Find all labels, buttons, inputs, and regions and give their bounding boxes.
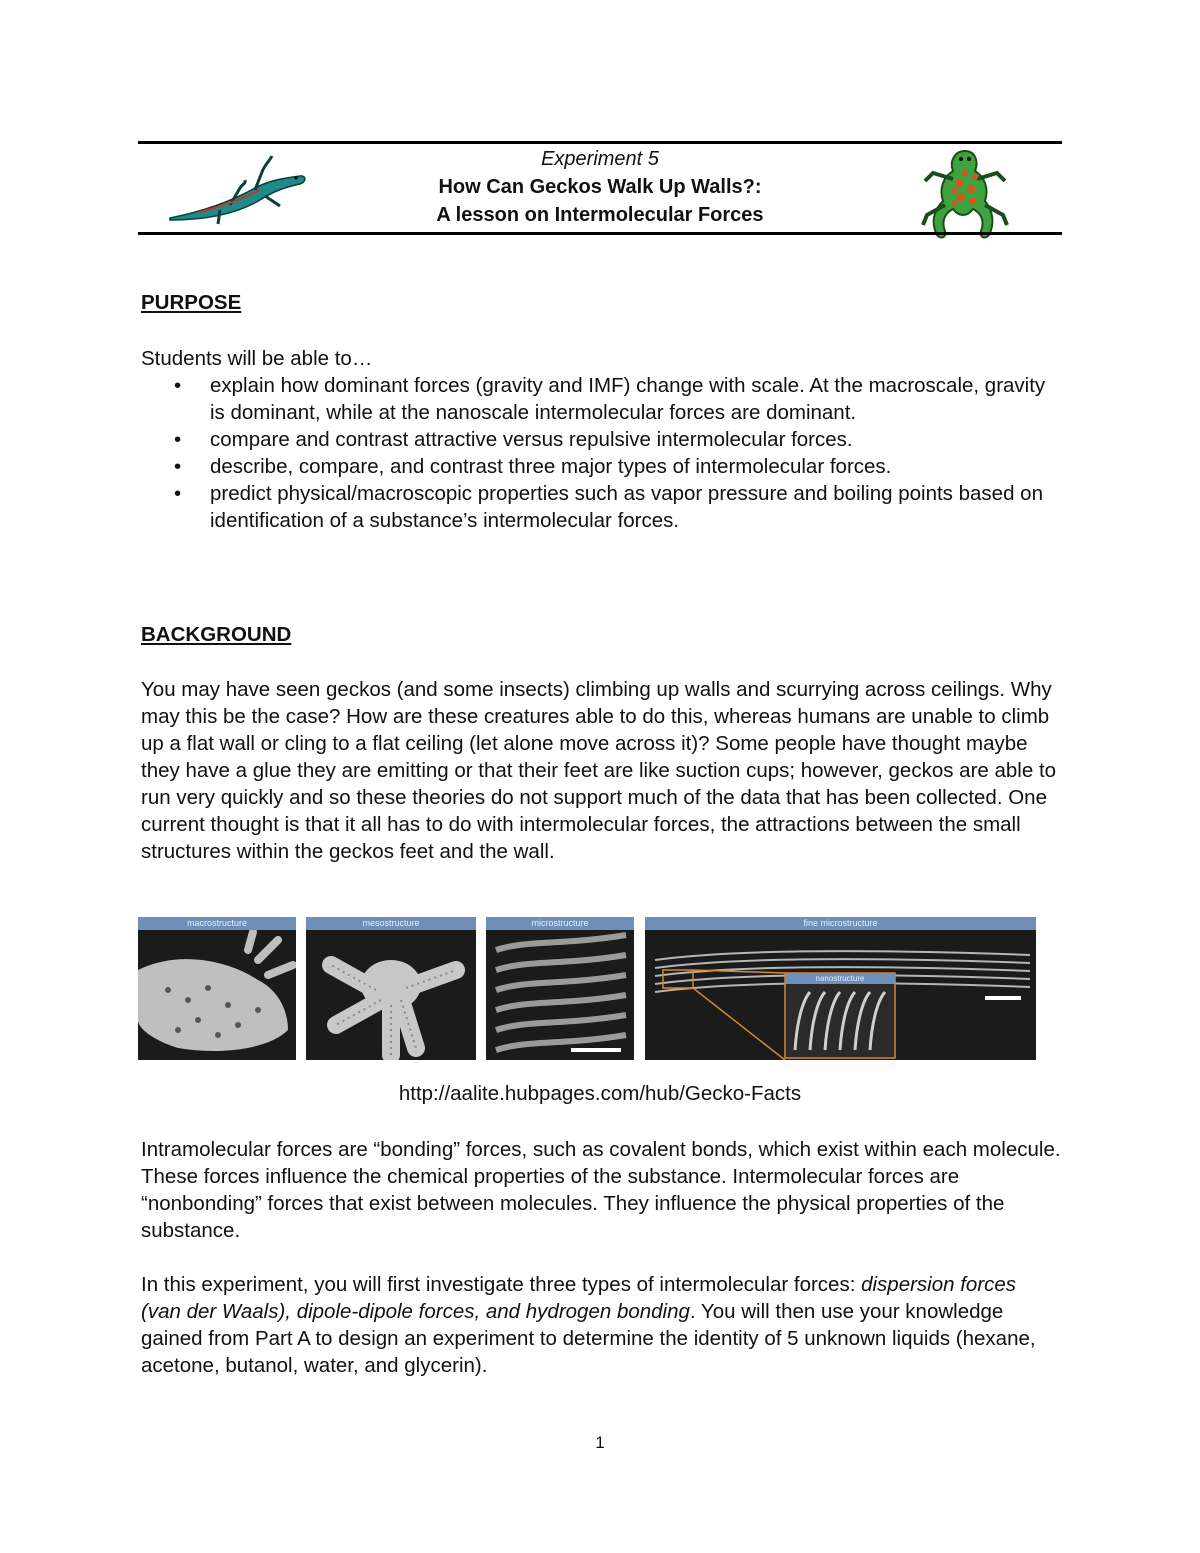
page-number: 1	[595, 1433, 605, 1452]
background-paragraph-1: You may have seen geckos (and some insects) climbing up walls and scurrying across ceilings. Why may this be the case? How are these creatures able to do this, whereas humans are unable to climb up a flat wall or cling to a flat ceiling (let alone move across it)? Some people have thought maybe they have a glue they are emitting or that their feet are like suction cups; however, geckos are able to run very quickly and so these theories do not support much of the data that has been collected. One current thought is that it all has to do with intermolecular forces, the attractions between the small structures within the geckos feet and the wall.	[141, 678, 1057, 863]
title-line-2: A lesson on Intermolecular Forces	[436, 204, 764, 226]
purpose-bullet-list	[141, 372, 1061, 534]
microstructure-caption: microstructure	[486, 917, 634, 930]
paragraph-3-start: In this experiment, you will first investigate three types of intermolecular forces:	[141, 1273, 862, 1296]
title-line-1: How Can Geckos Walk Up Walls?:	[438, 176, 762, 198]
purpose-bullet: • explain how dominant forces (gravity and IMF) change with scale. At the macroscale, gravity is dominant, while at the nanoscale intermolecular forces are dominant.	[141, 372, 1061, 426]
macrostructure-caption: macrostructure	[138, 917, 296, 930]
purpose-bullet: • predict physical/macroscopic properties such as vapor pressure and boiling points based on identification of a substance’s intermolecular forces.	[141, 480, 1061, 534]
macrostructure-image	[138, 917, 296, 1060]
header-title-block	[300, 146, 900, 229]
purpose-bullet: • describe, compare, and contrast three major types of intermolecular forces.	[141, 453, 1061, 480]
background-heading: BACKGROUND	[141, 623, 292, 646]
header-bottom-rule	[138, 232, 1062, 235]
paragraph-3-end: . You will then use your knowledge gained from Part A to design an experiment to determine the identity of 5 unknown liquids (hexane, acetone, butanol, water, and glycerin).	[141, 1300, 1036, 1377]
gecko-left-illustration	[160, 150, 310, 230]
background-paragraph-2: Intramolecular forces are “bonding” forces, such as covalent bonds, which exist within each molecule. These forces influence the chemical properties of the substance. Intermolecular forces are “nonbonding” forces that exist between molecules. They influence the physical properties of the substance.	[141, 1138, 1061, 1242]
mesostructure-image	[306, 917, 476, 1060]
purpose-intro: Students will be able to…	[141, 347, 373, 370]
gecko-right-illustration	[915, 143, 1015, 243]
mesostructure-caption: mesostructure	[306, 917, 476, 930]
fine-microstructure-caption: fine microstructure	[645, 917, 1036, 930]
imf-types-italic: dispersion forces (van der Waals), dipole-dipole forces, and hydrogen bonding	[141, 1273, 1017, 1323]
microstructure-image	[486, 917, 634, 1060]
experiment-label: Experiment 5	[541, 148, 659, 170]
fine-microstructure-image	[645, 917, 1036, 1060]
nanostructure-caption: nanostructure	[815, 974, 865, 983]
image-source-url: http://aalite.hubpages.com/hub/Gecko-Facts	[398, 1082, 802, 1105]
purpose-bullet: • compare and contrast attractive versus repulsive intermolecular forces.	[141, 426, 1061, 453]
background-paragraph-3	[141, 1271, 1061, 1379]
purpose-heading: PURPOSE	[141, 291, 242, 314]
